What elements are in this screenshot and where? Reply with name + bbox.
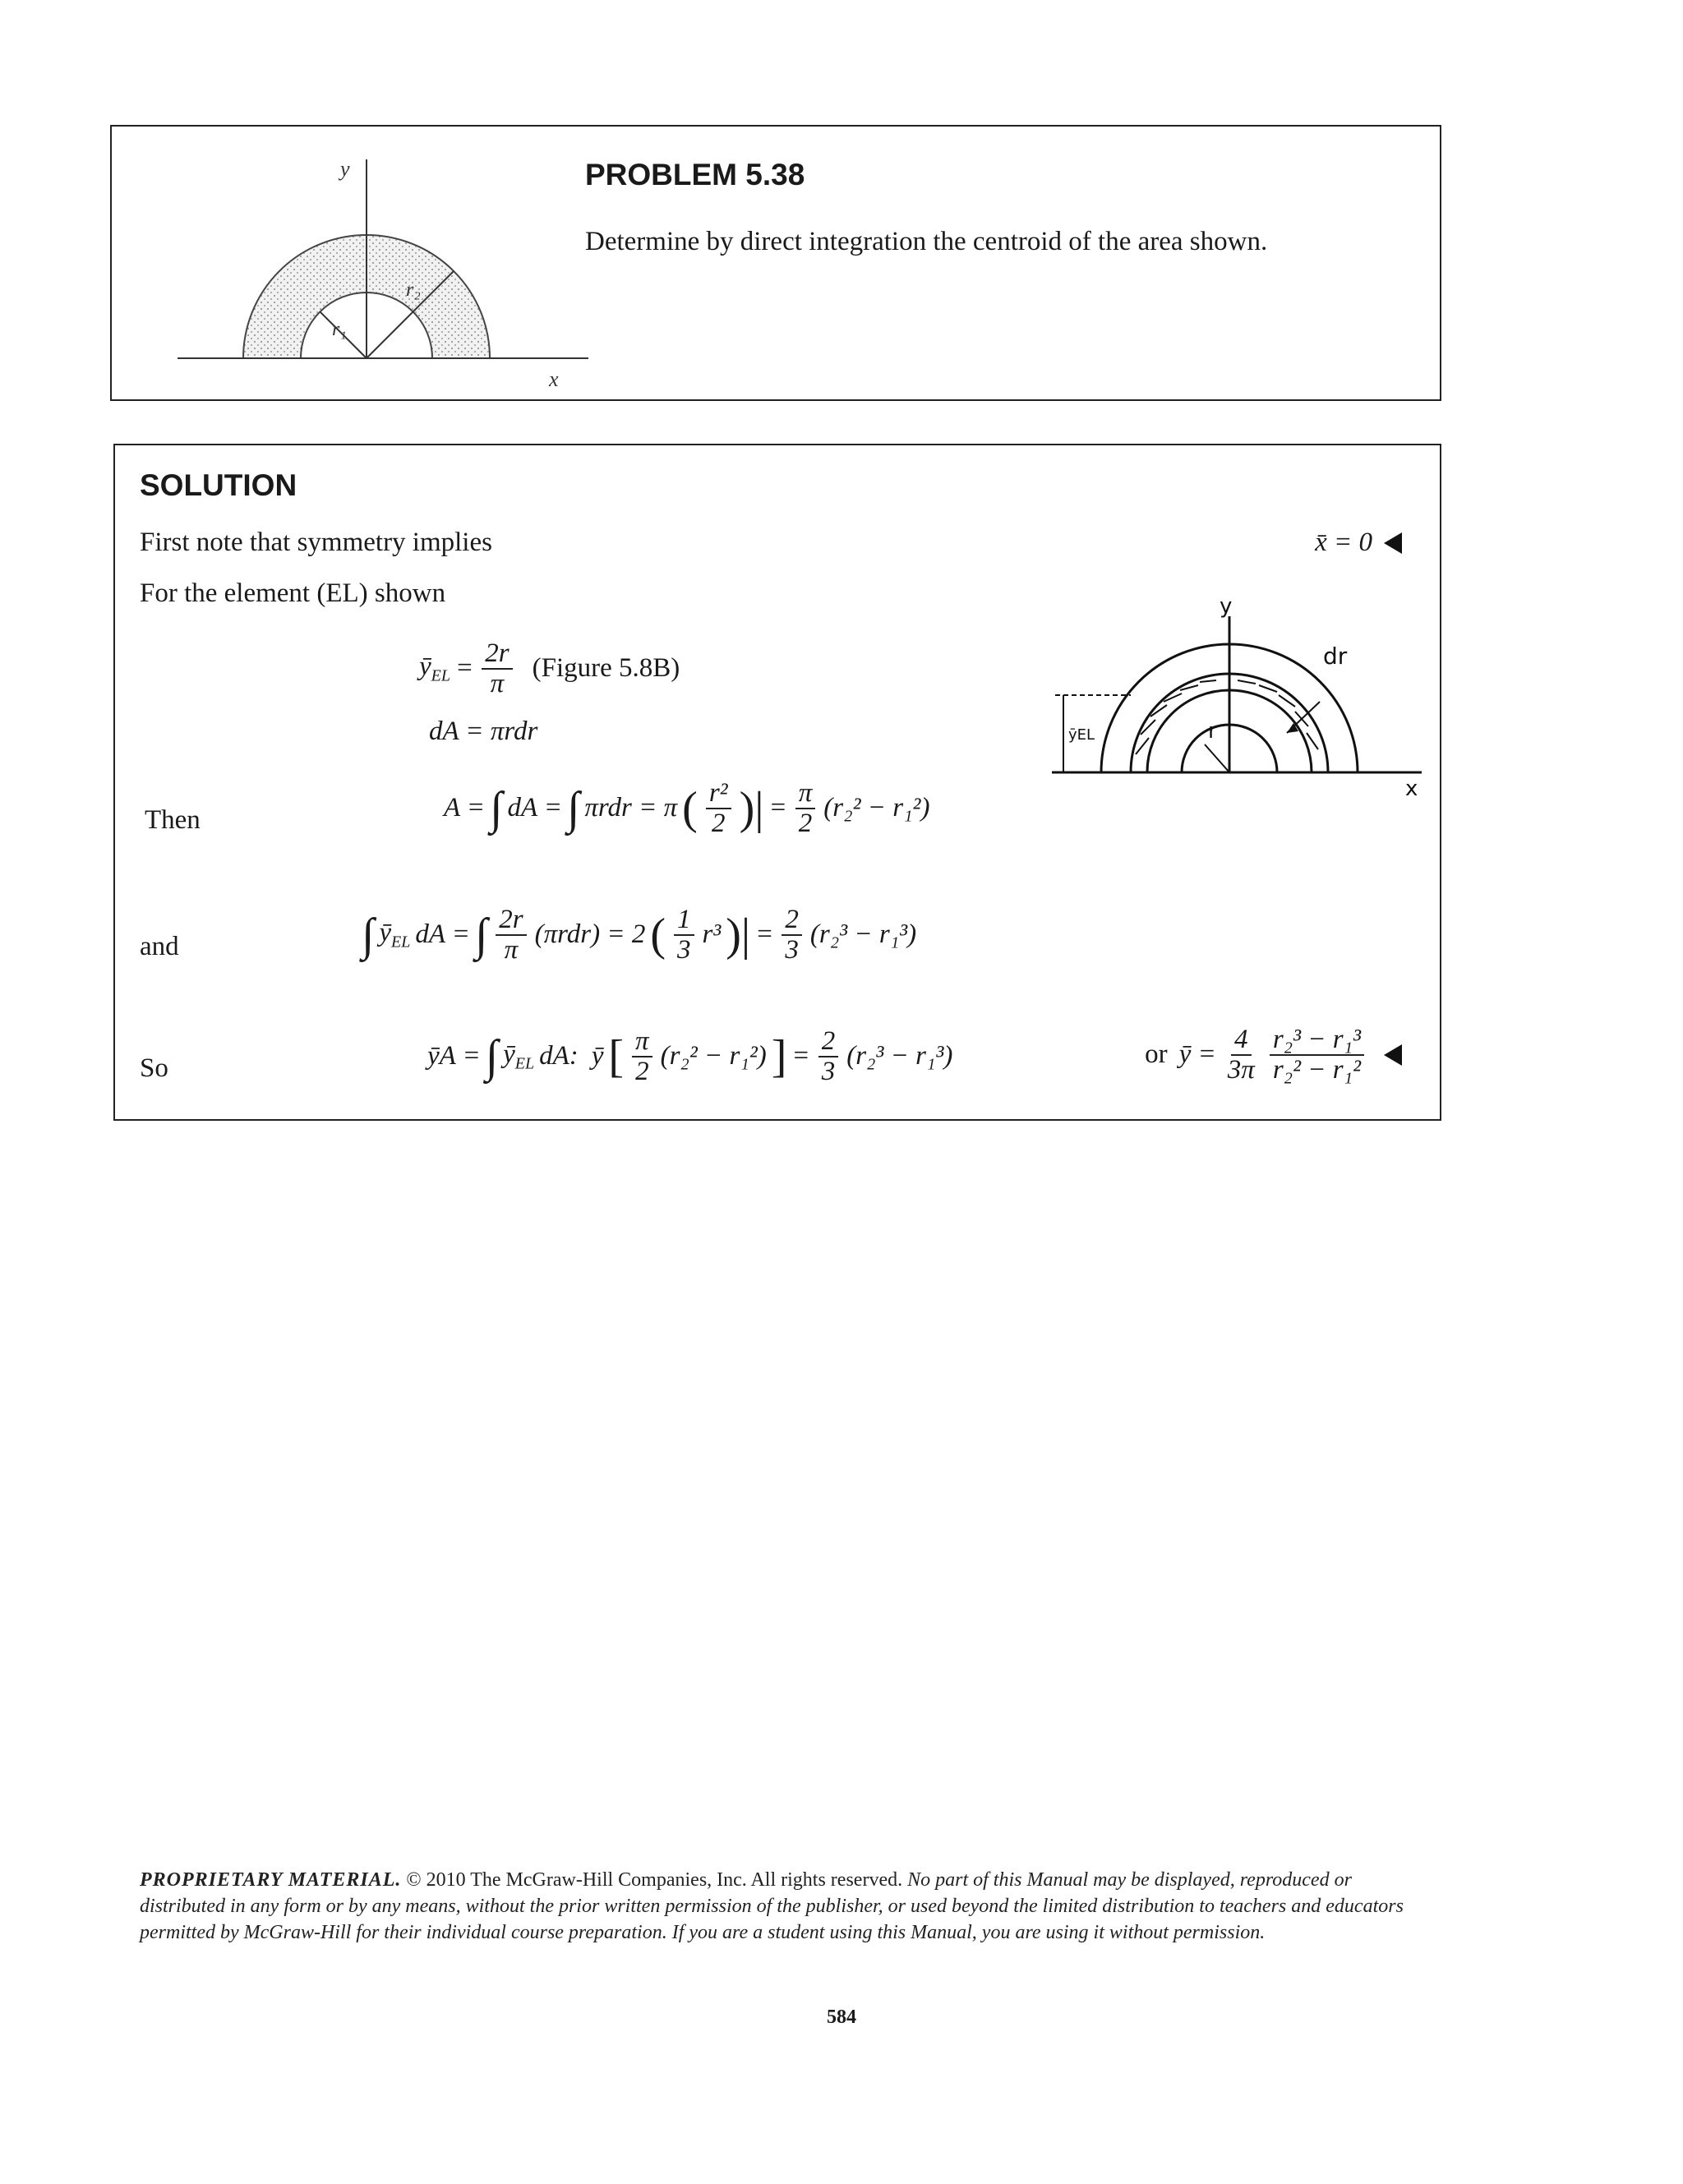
- x-bar-result-text: x̄ = 0: [1315, 528, 1372, 557]
- x-bar-result: [1315, 528, 1402, 558]
- r1-label: r₁: [332, 319, 347, 340]
- page-number: 584: [827, 2007, 856, 2028]
- area-equation: A = ∫ dA = ∫ πrdr = π ( $\frac{\text{r²}}{2}$ )| = $\frac{\pi}{2}$ (r₂² − r₁²): [444, 778, 930, 838]
- r2-label: r₂: [406, 279, 421, 301]
- final-arrow-icon: [1384, 1044, 1402, 1066]
- solution-heading: SOLUTION: [140, 468, 297, 502]
- yel-symbol: $ȳ_{EL}$: [419, 651, 450, 685]
- moment-equation: ∫ $ȳ_{EL}$ dA = ∫ $\frac{2r}{\pi}$ (πrdr) = 2 ( $\frac{1}{3}$ r³ )| = $\frac{2}{3}$ (r₂³ − r₁³): [362, 905, 917, 965]
- figure-reference: (Figure 5.8B): [532, 653, 680, 684]
- sketch-x-label: x: [1405, 776, 1418, 801]
- footer-lead: PROPRIETARY MATERIAL.: [140, 1869, 402, 1891]
- final-result: or ȳ = $\frac{4}{3\pi}$ $\frac{\text{r₂³ − r₁³}}{\text{r₂² − r₁²}}$: [1145, 1025, 1402, 1084]
- symmetry-line: First note that symmetry implies: [140, 528, 492, 557]
- yel-fraction: $\frac{2r}{\pi}$: [482, 639, 512, 698]
- sketch-y-label: y: [1220, 598, 1233, 619]
- solution-box: [113, 444, 1441, 1121]
- so-equation: ȳA = ∫ $ȳ_{EL}$ dA: ȳ [ $\frac{\pi}{2}$ (r₂² − r₁²) ] = $\frac{2}{3}$ (r₂³ − r₁³): [427, 1026, 953, 1086]
- element-line: For the element (EL) shown: [140, 578, 446, 608]
- problem-statement: Determine by direct integration the centroid of the area shown.: [585, 227, 1268, 256]
- problem-title: PROBLEM 5.38: [585, 158, 805, 191]
- then-label: Then: [145, 805, 201, 835]
- da-definition: dA = πrdr: [429, 716, 538, 746]
- result-arrow-icon: [1384, 532, 1402, 554]
- sketch-yel-label: ȳEL: [1068, 726, 1095, 744]
- y-axis-label: y: [340, 157, 350, 181]
- problem-figure: [161, 143, 621, 389]
- sketch-r-label: r: [1208, 719, 1217, 744]
- footer-copyright: © 2010 The McGraw-Hill Companies, Inc. All rights reserved.: [406, 1869, 903, 1891]
- footer-notice: No part of this Manual may be displayed, reproduced or distributed in any form or by any means, without the prior written permission of the publisher, or used beyond the limited distribution to teachers and educators permitted by McGraw-Hill for their individual course preparation. If you are a student using this Manual, you are using it without permission.: [140, 1869, 1404, 1943]
- problem-box: [110, 125, 1441, 401]
- and-label: and: [140, 932, 179, 961]
- copyright-footer: [140, 1867, 1422, 1946]
- x-axis-label: x: [549, 367, 559, 389]
- yel-definition: $ȳ_{EL}$ = $\frac{2r}{\pi}$ (Figure 5.8B): [419, 638, 680, 698]
- element-sketch: [1044, 598, 1430, 804]
- so-label: So: [140, 1053, 168, 1083]
- r-line: [1205, 744, 1229, 772]
- sketch-dr-label: dr: [1323, 643, 1348, 670]
